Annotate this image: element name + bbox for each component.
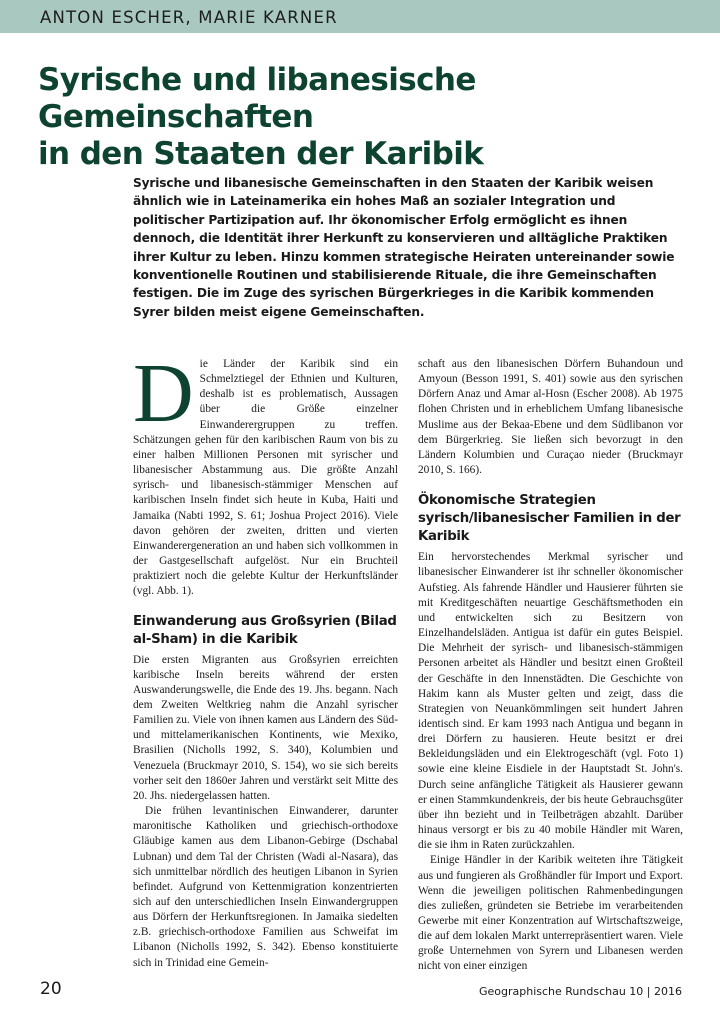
article-title bbox=[38, 62, 698, 173]
right-column bbox=[418, 357, 683, 975]
title-line-1: Syrische und libanesische Gemeinschaften bbox=[38, 62, 476, 135]
drop-cap: D bbox=[133, 347, 194, 440]
body-paragraph: Einige Händler in der Karibik weiteten ihre Tätigkeit aus und fungieren als Großhändler für Import und Export. Wenn die jeweiligen politischen Rahmenbedingungen dies zuließen, gründeten sie Betriebe im verarbeitenden Gewerbe mit einer Konzentration auf Wirtschaftszweige, die auf dem lokalen Markt unterrepräsentiert waren. Viele große Unternehmen von Syrern und Libanesen werden nicht von einer einzigen bbox=[418, 854, 683, 973]
intro-paragraph bbox=[133, 347, 398, 600]
body-paragraph: Die frühen levantinischen Einwanderer, darunter maronitische Katholiken und griechisch-orthodoxe Gläubige kamen aus dem Libanon-Gebirge (Dschabal Lubnan) und dem Tal der Christen (Wadi al-Nasara), das sich unmittelbar nördlich des heutigen Libanon in Syrien befindet. Aufgrund von Kettenmigration konzentrierten sich auf den unterschiedlichen Inseln Einwandergruppen aus Dörfern der Herkunftsregionen. In Jamaika siedelten z.B. griechisch-orthodoxe Familien aus Schweifat im Libanon (Nicholls 1992, S. 342). Ebenso konstituierte sich in Trinidad eine Gemein- bbox=[133, 805, 398, 969]
body-paragraph: Ein hervorstechendes Merkmal syrischer und libanesischer Einwanderer ist ihr schneller ökonomischer Aufstieg. Als fahrende Händler und Hausierer führten sie mit Kreditgeschäften neuartige Geschäftsmethoden ein und entwickelten sich zu Besitzern von Einzelhandelsläden. Antigua ist dafür ein gutes Beispiel. Die Mehrheit der syrisch- und libanesisch-stämmigen Personen arbeitet als Händler und besitzt einen Großteil der Geschäfte in den Innenstädten. Die Geschichte von Hakim kann als Muster gelten und zeigt, dass die Strategien von Neuankömmlingen seit hundert Jahren identisch sind. Er kam 1993 nach Antigua und begann in drei Dörfern zu hausieren. Heute besitzt er drei Bekleidungsläden und ein Elektrogeschäft (vgl. Foto 1) sowie eine kleine Eisdiele in der Hauptstadt St. John's. Durch seine anfängliche Tätigkeit als Hausierer gewann er einen Stammkundenkreis, der bis heute Gebrauchsgüter über ihn bezieht und in Teilbeträgen abzahlt. Darüber hinaus versorgt er bis zu 40 mobile Händler mit Waren, die sie ihm in Raten zurückzahlen. bbox=[418, 551, 683, 852]
section-heading-oekonomische-strategien: Ökonomische Strategien syrisch/libanesischer Familien in der Karibik bbox=[418, 493, 681, 545]
title-line-2: in den Staaten der Karibik bbox=[38, 136, 484, 172]
page-number: 20 bbox=[40, 979, 62, 999]
section-heading-einwanderung: Einwanderung aus Großsyrien (Bilad al-Sham) in die Karibik bbox=[133, 613, 397, 647]
article-abstract: Syrische und libanesische Gemeinschaften in den Staaten der Karibik weisen ähnlich wie in Lateinamerika ein hohes Maß an sozialer Integration und politischer Partizipation auf. Ihr ökonomischer Erfolg ermöglicht es ihnen dennoch, die Identität ihrer Herkunft zu konservieren und alltägliche Praktiken ihrer Kultur zu leben. Hinzu kommen strategische Heiraten untereinander sowie konventionelle Routinen und stabilisierende Rituale, die ihre Gemeinschaften festigen. Die im Zuge des syrischen Bürgerkrieges in die Karibik kommenden Syrer bilden meist eigene Gemeinschaften. bbox=[133, 176, 675, 319]
journal-name: Geographische Rundschau 10 | 2016 bbox=[478, 985, 682, 998]
left-column bbox=[133, 347, 398, 971]
header-authors: ANTON ESCHER, MARIE KARNER bbox=[40, 8, 338, 27]
body-paragraph: schaft aus den libanesischen Dörfern Buhandoun und Amyoun (Besson 1991, S. 401) sowie aus den syrischen Dörfern Anaz und Amar al-Hosn (Escher 2008). Ab 1975 flohen Christen und in erheblichem Umfang libanesische Muslime aus der Bekaa-Ebene und dem Südlibanon vor dem Bürgerkrieg. Sie ließen sich bevorzugt in den Ländern Kolumbien und Curaçao nieder (Bruckmayr 2010, S. 166). bbox=[418, 358, 683, 477]
body-paragraph: Die ersten Migranten aus Großsyrien erreichten karibische Inseln bereits während der ersten Auswanderungswelle, die Ende des 19. Jhs. begann. Nach dem Zweiten Weltkrieg nahm die Anzahl syrischer Familien zu. Viele von ihnen kamen aus Ländern des Süd- und mittelamerikanischen Kontinents, wie Mexiko, Brasilien (Nicholls 1992, S. 340), Kolumbien und Venezuela (Bruckmayr 2010, S. 154), wo sie sich bereits vorher seit den 1860er Jahren und verstärkt seit Mitte des 20. Jhs. niedergelassen hatten. bbox=[133, 653, 398, 802]
intro-text: ie Länder der Karibik sind ein Schmelztiegel der Ethnien und Kulturen, deshalb ist es problematisch, Aussagen über die Größe einzelner Einwanderergruppen zu treffen. Schätzungen gehen für den karibischen Raum von bis zu einer halben Millionen Personen mit syrischer und libanesischer Abstammung aus. Die größte Anzahl syrisch- und libanesisch-stämmiger Menschen auf karibischen Inseln findet sich heute in Kuba, Haiti und Jamaika (Nabti 1992, S. 61; Joshua Project 2016). Viele davon gehören der zweiten, dritten und vierten Einwanderergeneration an und haben sich vollkommen in der Gastgesellschaft aufgelöst. Nur ein Bruchteil praktiziert noch die gelebte Kultur der Herkunftsländer (vgl. Abb. 1). bbox=[133, 358, 398, 598]
